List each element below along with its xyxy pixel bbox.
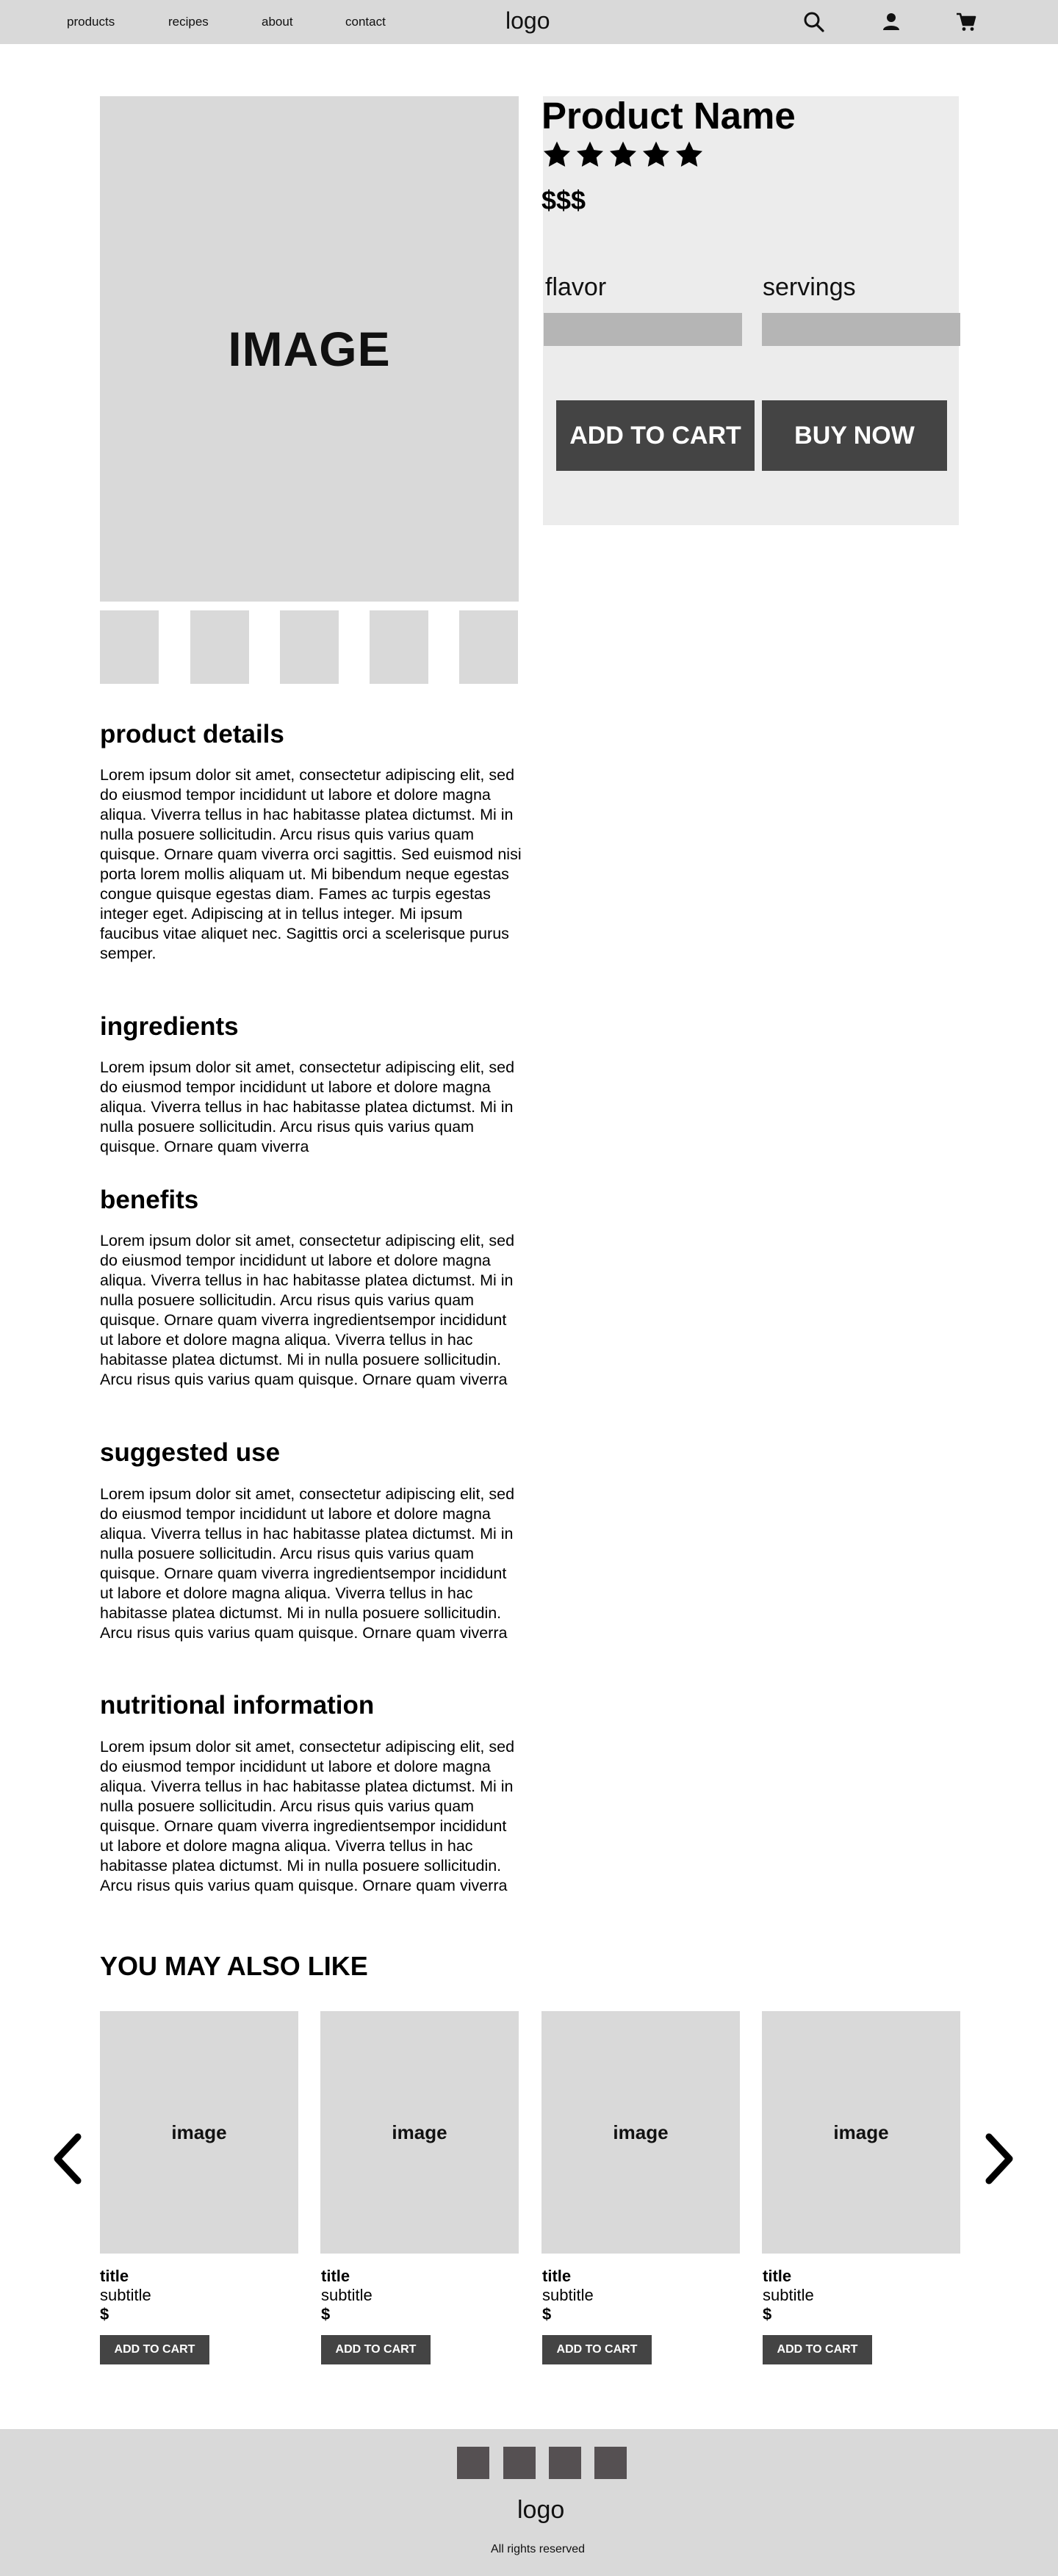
social-link[interactable] <box>549 2447 581 2479</box>
flavor-label: flavor <box>545 273 607 301</box>
product-thumbnail[interactable] <box>459 610 518 684</box>
recommended-add-to-cart-button[interactable]: ADD TO CART <box>100 2335 209 2364</box>
nav-link-contact[interactable]: contact <box>345 15 386 29</box>
recommended-product-image[interactable] <box>541 2011 740 2254</box>
recommended-image-label: image <box>392 2121 447 2143</box>
rating-stars <box>541 140 705 170</box>
star-icon <box>641 140 672 170</box>
nav-link-products[interactable]: products <box>67 15 115 29</box>
recommendations-heading: YOU MAY ALSO LIKE <box>100 1951 368 1981</box>
section-title-product-details: product details <box>100 720 284 748</box>
recommended-price: $ <box>100 2305 109 2323</box>
recommended-title[interactable]: title <box>100 2267 129 2285</box>
section-body-ingredients: Lorem ipsum dolor sit amet, consectetur adipiscing elit, sed do eiusmod tempor incididunt ut labore et dolore magna aliqua. Viverra tellus in hac habitasse platea dictumst. Mi in nulla posuere sollicitudin. Arcu risus quis varius quam quisque. Ornare quam viverra <box>100 1058 515 1155</box>
product-main-image <box>100 96 519 602</box>
product-name: Product Name <box>541 95 796 137</box>
star-icon <box>541 140 572 170</box>
user-icon[interactable] <box>879 10 903 34</box>
section-title-ingredients: ingredients <box>100 1012 239 1041</box>
site-logo[interactable]: logo <box>505 7 550 34</box>
recommended-image-label: image <box>171 2121 227 2143</box>
chevron-left-icon[interactable] <box>50 2133 85 2184</box>
recommended-price: $ <box>763 2305 772 2323</box>
recommended-subtitle: subtitle <box>321 2286 373 2304</box>
star-icon <box>674 140 705 170</box>
recommended-product-image[interactable] <box>100 2011 298 2254</box>
section-title-nutritional-information: nutritional information <box>100 1691 375 1720</box>
recommended-subtitle: subtitle <box>542 2286 594 2304</box>
recommended-title[interactable]: title <box>321 2267 350 2285</box>
search-icon[interactable] <box>802 10 826 34</box>
recommended-image-label: image <box>613 2121 669 2143</box>
product-thumbnail[interactable] <box>190 610 249 684</box>
section-title-suggested-use: suggested use <box>100 1438 281 1467</box>
star-icon <box>608 140 638 170</box>
copyright-text: All rights reserved <box>491 2543 586 2555</box>
recommended-subtitle: subtitle <box>100 2286 151 2304</box>
chevron-right-icon[interactable] <box>982 2133 1017 2184</box>
recommended-add-to-cart-button[interactable]: ADD TO CART <box>763 2335 872 2364</box>
recommended-product-image[interactable] <box>320 2011 519 2254</box>
product-thumbnail[interactable] <box>370 610 428 684</box>
social-link[interactable] <box>457 2447 489 2479</box>
social-link[interactable] <box>503 2447 536 2479</box>
recommended-price: $ <box>321 2305 331 2323</box>
servings-label: servings <box>763 273 856 301</box>
recommended-add-to-cart-button[interactable]: ADD TO CART <box>321 2335 431 2364</box>
section-title-benefits: benefits <box>100 1186 199 1214</box>
recommended-image-label: image <box>833 2121 889 2143</box>
add-to-cart-button[interactable]: ADD TO CART <box>556 400 755 471</box>
product-image-label: IMAGE <box>228 322 391 376</box>
product-thumbnail[interactable] <box>280 610 339 684</box>
recommended-price: $ <box>542 2305 552 2323</box>
flavor-select[interactable] <box>544 313 742 346</box>
section-body-product-details: Lorem ipsum dolor sit amet, consectetur adipiscing elit, sed do eiusmod tempor incididunt ut labore et dolore magna aliqua. Viverra tellus in hac habitasse platea dictumst. Mi in nulla posuere sollicitudin. Arcu risus quis varius quam quisque. Ornare quam viverra orci sagittis. Sed euismod nisi porta lorem mollis aliquam ut. Mi bibendum neque egestas congue quisque egestas diam. Fames ac turpis egestas integer eget. Adipiscing at in tellus integer. Mi ipsum faucibus vitae aliquet nec. Sagittis orci a scelerisque purus semper. <box>100 766 522 962</box>
cart-icon[interactable] <box>954 10 978 34</box>
section-body-suggested-use: Lorem ipsum dolor sit amet, consectetur adipiscing elit, sed do eiusmod tempor incididunt ut labore et dolore magna aliqua. Viverra tellus in hac habitasse platea dictumst. Mi in nulla posuere sollicitudin. Arcu risus quis varius quam quisque. Ornare quam viverra ingredientsempor incididunt ut labore et dolore magna aliqua. Viverra tellus in hac habitasse platea dictumst. Mi in nulla posuere sollicitudin. Arcu risus quis varius quam quisque. Ornare quam viverra <box>100 1485 515 1642</box>
star-icon <box>575 140 605 170</box>
recommended-title[interactable]: title <box>542 2267 572 2285</box>
social-link[interactable] <box>594 2447 627 2479</box>
section-body-benefits: Lorem ipsum dolor sit amet, consectetur adipiscing elit, sed do eiusmod tempor incididunt ut labore et dolore magna aliqua. Viverra tellus in hac habitasse platea dictumst. Mi in nulla posuere sollicitudin. Arcu risus quis varius quam quisque. Ornare quam viverra ingredientsempor incididunt ut labore et dolore magna aliqua. Viverra tellus in hac habitasse platea dictumst. Mi in nulla posuere sollicitudin. Arcu risus quis varius quam quisque. Ornare quam viverra <box>100 1232 515 1388</box>
nav-link-about[interactable]: about <box>262 15 293 29</box>
recommended-title[interactable]: title <box>763 2267 792 2285</box>
product-thumbnail[interactable] <box>100 610 159 684</box>
nav-link-recipes[interactable]: recipes <box>168 15 209 29</box>
recommended-product-image[interactable] <box>762 2011 960 2254</box>
product-price: $$$ <box>541 185 586 215</box>
recommended-add-to-cart-button[interactable]: ADD TO CART <box>542 2335 652 2364</box>
footer-logo[interactable]: logo <box>517 2496 565 2524</box>
section-body-nutritional-information: Lorem ipsum dolor sit amet, consectetur adipiscing elit, sed do eiusmod tempor incididunt ut labore et dolore magna aliqua. Viverra tellus in hac habitasse platea dictumst. Mi in nulla posuere sollicitudin. Arcu risus quis varius quam quisque. Ornare quam viverra ingredientsempor incididunt ut labore et dolore magna aliqua. Viverra tellus in hac habitasse platea dictumst. Mi in nulla posuere sollicitudin. Arcu risus quis varius quam quisque. Ornare quam viverra <box>100 1738 515 1894</box>
servings-select[interactable] <box>762 313 960 346</box>
recommended-subtitle: subtitle <box>763 2286 814 2304</box>
buy-now-button[interactable]: BUY NOW <box>762 400 947 471</box>
